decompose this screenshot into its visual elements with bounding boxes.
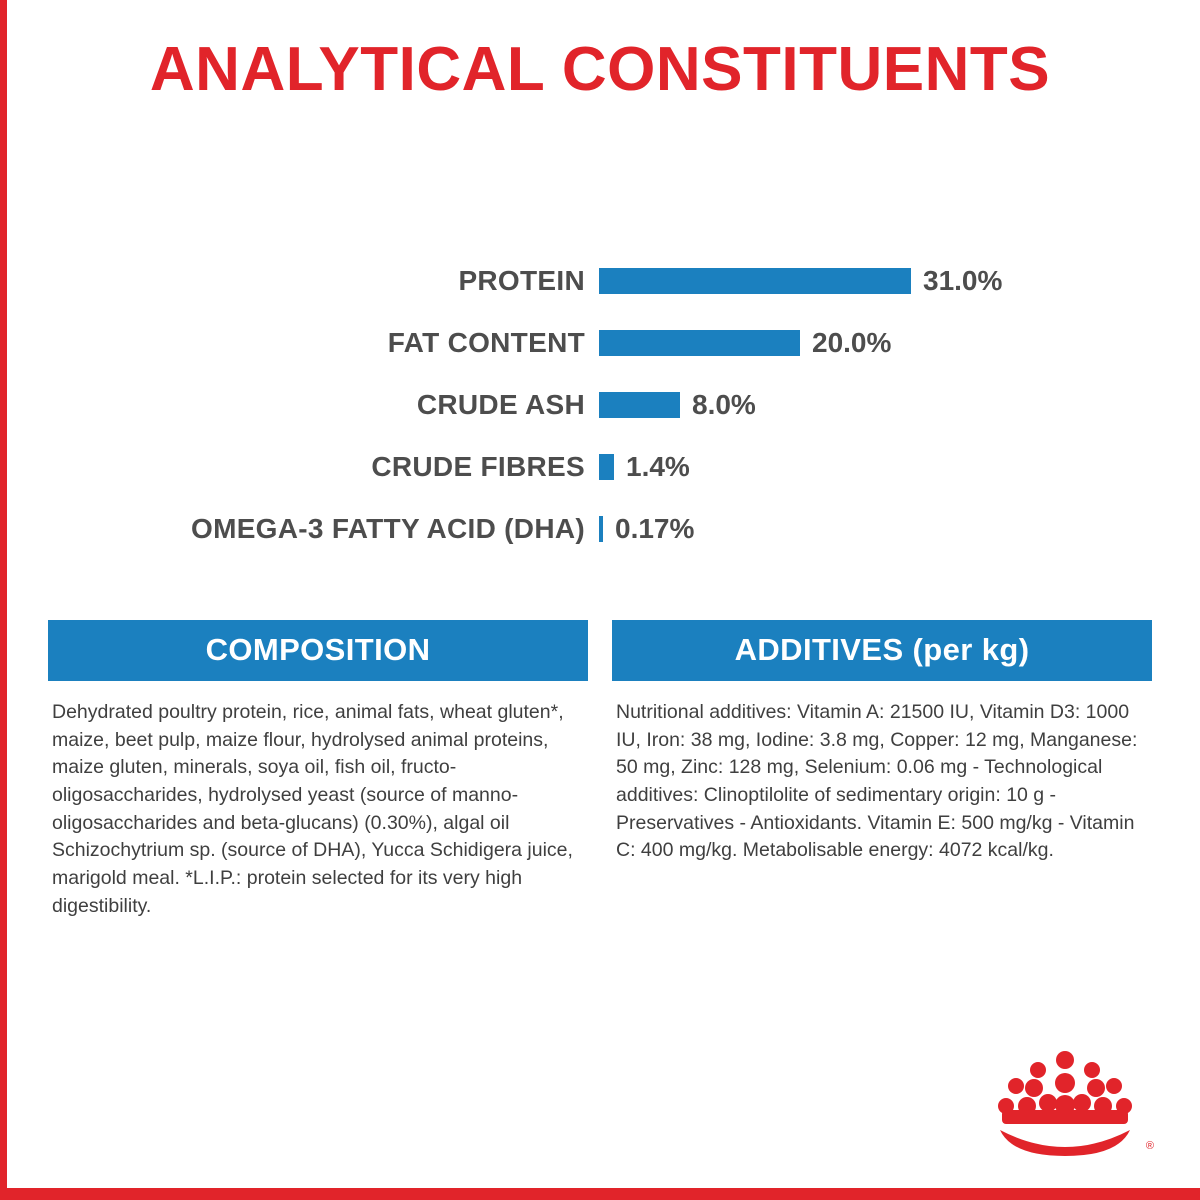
chart-row bbox=[55, 258, 1145, 304]
chart-row bbox=[55, 506, 1145, 552]
page-title: ANALYTICAL CONSTITUENTS bbox=[149, 35, 1051, 104]
chart-row-value: 0.17% bbox=[615, 513, 695, 544]
left-red-border bbox=[0, 0, 7, 1200]
chart-row-bar-wrap bbox=[599, 389, 1145, 421]
composition-text: Dehydrated poultry protein, rice, animal fats, wheat gluten*, maize, beet pulp, maize flour, hydrolysed animal proteins, maize gluten, minerals, soya oil, fish oil, fructo-oligosaccharides, hydrolysed yeast (source of manno-oligosaccharides and beta-glucans) (0.30%), algal oil Schizochytrium sp. (source of DHA), Yucca Schidigera juice, marigold meal. *L.I.P.: protein selected for its very high digestibility. bbox=[52, 701, 573, 917]
chart-row bbox=[55, 382, 1145, 428]
crown-icon bbox=[990, 1048, 1140, 1158]
info-panels bbox=[48, 620, 1152, 921]
chart-row-value: 31.0% bbox=[923, 265, 1003, 296]
composition-panel bbox=[48, 620, 588, 921]
registered-trademark: ® bbox=[1145, 1140, 1154, 1152]
analytical-constituents-chart bbox=[55, 258, 1145, 568]
chart-row-value: 1.4% bbox=[626, 451, 690, 482]
additives-panel bbox=[612, 620, 1152, 921]
chart-row bbox=[55, 444, 1145, 490]
chart-row-label: CRUDE FIBRES bbox=[371, 451, 585, 482]
composition-heading: COMPOSITION bbox=[48, 620, 588, 681]
chart-row-label: PROTEIN bbox=[458, 265, 585, 296]
chart-bar bbox=[599, 392, 680, 418]
chart-bar bbox=[599, 454, 614, 480]
chart-row bbox=[55, 320, 1145, 366]
chart-bar bbox=[599, 330, 800, 356]
chart-row-bar-wrap bbox=[599, 451, 1145, 483]
royal-canin-logo bbox=[990, 1048, 1154, 1158]
chart-bar bbox=[599, 516, 603, 542]
chart-row-value: 20.0% bbox=[812, 327, 892, 358]
chart-row-value: 8.0% bbox=[692, 389, 756, 420]
chart-bar bbox=[599, 268, 911, 294]
chart-row-label: OMEGA-3 FATTY ACID (DHA) bbox=[190, 513, 585, 544]
chart-row-bar-wrap bbox=[599, 327, 1145, 359]
chart-row-label: FAT CONTENT bbox=[387, 327, 585, 358]
additives-heading: ADDITIVES (per kg) bbox=[612, 620, 1152, 681]
additives-text: Nutritional additives: Vitamin A: 21500 IU, Vitamin D3: 1000 IU, Iron: 38 mg, Iodine: 3.8 mg, Copper: 12 mg, Manganese: 50 mg, Zinc: 128 mg, Selenium: 0.06 mg - Technological additives: Clinoptilolite of sedimentary origin: 10 g - Preservatives - Antioxidants. Vitamin E: 500 mg/kg - Vitamin C: 400 mg/kg. Metabolisable energy: 4072 kcal/kg. bbox=[616, 701, 1138, 862]
chart-row-label: CRUDE ASH bbox=[416, 389, 585, 420]
chart-row-bar-wrap bbox=[599, 513, 1145, 545]
bottom-red-border bbox=[0, 1188, 1200, 1200]
chart-row-bar-wrap bbox=[599, 265, 1145, 297]
